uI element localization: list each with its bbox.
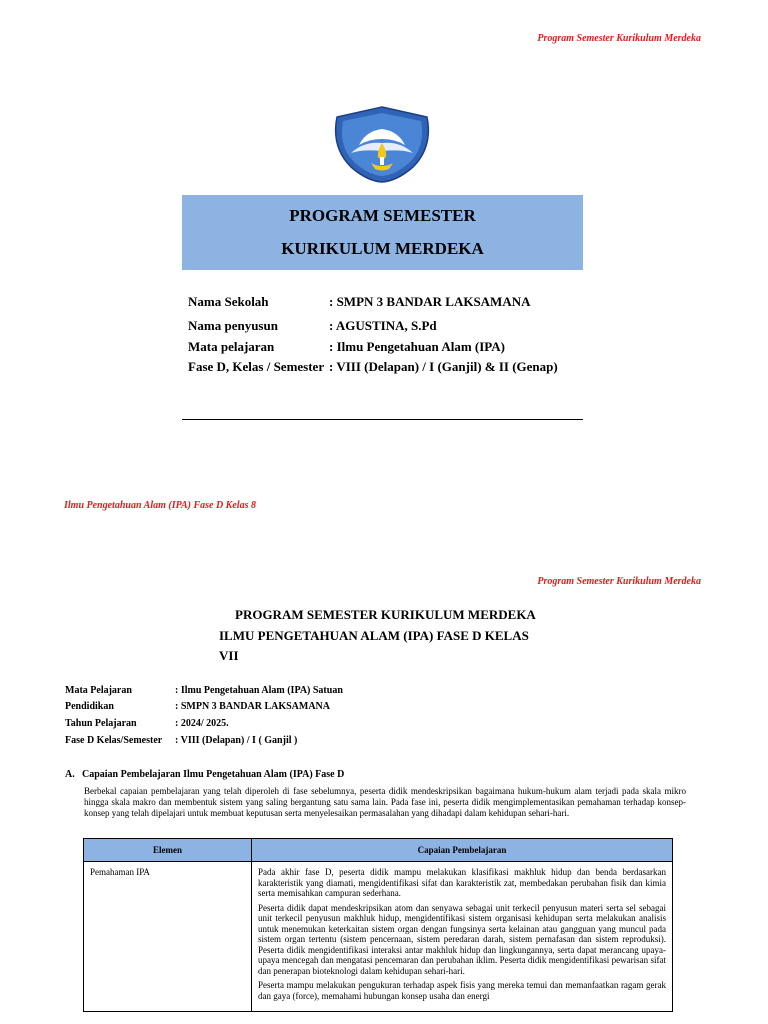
cell-elemen: Pemahaman IPA [84,862,252,1012]
table-row [84,862,673,1012]
header-capaian: Capaian Pembelajaran [252,839,673,862]
meta-value: : 2024/ 2025. [175,718,229,729]
title-line-2: KURIKULUM MERDEKA [281,239,484,258]
doc-title-line-3: VII [219,648,239,663]
info-mata-pelajaran [188,339,505,355]
info-label: Nama penyusun [188,318,278,333]
header-note: Program Semester Kurikulum Merdeka [537,576,701,587]
info-nama-penyusun [188,318,437,334]
cell-capaian [252,862,673,1012]
capaian-table [83,838,673,1012]
meta-value: : SMPN 3 BANDAR LAKSAMANA [175,701,330,712]
meta-fase-kelas [65,735,298,746]
meta-label: Mata Pelajaran [65,685,132,696]
tut-wuri-handayani-logo [331,105,433,183]
info-value: : Ilmu Pengetahuan Alam (IPA) [329,339,505,354]
info-value: : SMPN 3 BANDAR LAKSAMANA [329,294,531,309]
meta-label: Pendidikan [65,701,114,712]
footer-note: Ilmu Pengetahuan Alam (IPA) Fase D Kelas 8 [64,500,256,511]
capaian-paragraph: Peserta didik dapat mendeskripsikan atom dan senyawa sebagai unit terkecil penyusun materi serta sel sebagai unit terkecil penyusun makhluk hidup, mengidentifikasi sistem organisasi kehidupan serta melakukan analisis untuk menemukan keterkaitan sistem organ dengan fungsinya serta kelainan atau gangguan yang muncul pada sistem organ tertentu (sistem pencernaan, sistem peredaran darah, sistem pernafasan dan sistem reproduksi). Peserta didik mengidentifikasi interaksi antar makhluk hidup dan lingkungannya, serta dapat merancang upaya-upaya mencegah dan mengatasi pencemaran dan perubahan iklim. Peserta didik mengidentifikasi pewarisan sifat dan penerapan bioteknologi dalam kehidupan sehari-hari. [258,902,666,976]
title-box [182,195,583,270]
section-heading [65,769,344,780]
info-label: Nama Sekolah [188,294,269,309]
meta-pendidikan [65,701,330,712]
doc-title-line-1: PROGRAM SEMESTER KURIKULUM MERDEKA [235,607,536,622]
title-line-1: PROGRAM SEMESTER [289,206,476,225]
doc-title-line-2: ILMU PENGETAHUAN ALAM (IPA) FASE D KELAS [219,628,529,643]
meta-value: : VIII (Delapan) / I ( Ganjil ) [175,735,298,746]
table-header-row [84,839,673,862]
divider [182,419,583,420]
meta-tahun-pelajaran [65,718,229,729]
capaian-paragraph: Pada akhir fase D, peserta didik mampu melakukan klasifikasi makhluk hidup dan benda berdasarkan karakteristik yang diamati, mengidentifikasi sifat dan karakteristik zat, membedakan perubahan fisik dan kimia serta memisahkan campuran sederhana. [258,867,666,898]
info-nama-sekolah [188,294,531,310]
meta-label: Fase D Kelas/Semester [65,735,163,746]
info-label: Fase D, Kelas / Semester [188,359,325,374]
header-note: Program Semester Kurikulum Merdeka [537,33,701,44]
info-value: : AGUSTINA, S.Pd [329,318,437,333]
info-value: : VIII (Delapan) / I (Ganjil) & II (Genap) [329,359,558,374]
info-fase-kelas [188,359,558,375]
capaian-paragraph: Peserta mampu melakukan pengukuran terhadap aspek fisis yang mereka temui dan memanfaatkan ragam gerak dan gaya (force), memahami hubungan konsep usaha dan energi [258,980,666,1001]
section-paragraph: Berbekal capaian pembelajaran yang telah diperoleh di fase sebelumnya, peserta didik mendeskripsikan bagaimana hukum-hukum alam terjadi pada skala mikro hingga skala makro dan membentuk sistem yang saling bergantung satu sama lain. Pada fase ini, peserta didik mengimplementasikan pemahaman terhadap konsep-konsep yang telah dipelajari untuk membuat keputusan serta menyelesaikan permasalahan yang dihadapi dalam kehidupan sehari-hari. [84,786,686,818]
section-number: A. [65,769,75,780]
info-label: Mata pelajaran [188,339,275,354]
section-title: Capaian Pembelajaran Ilmu Pengetahuan Alam (IPA) Fase D [82,769,345,780]
header-elemen: Elemen [84,839,252,862]
meta-label: Tahun Pelajaran [65,718,137,729]
meta-value: : Ilmu Pengetahuan Alam (IPA) Satuan [175,685,343,696]
meta-mata-pelajaran [65,685,343,696]
